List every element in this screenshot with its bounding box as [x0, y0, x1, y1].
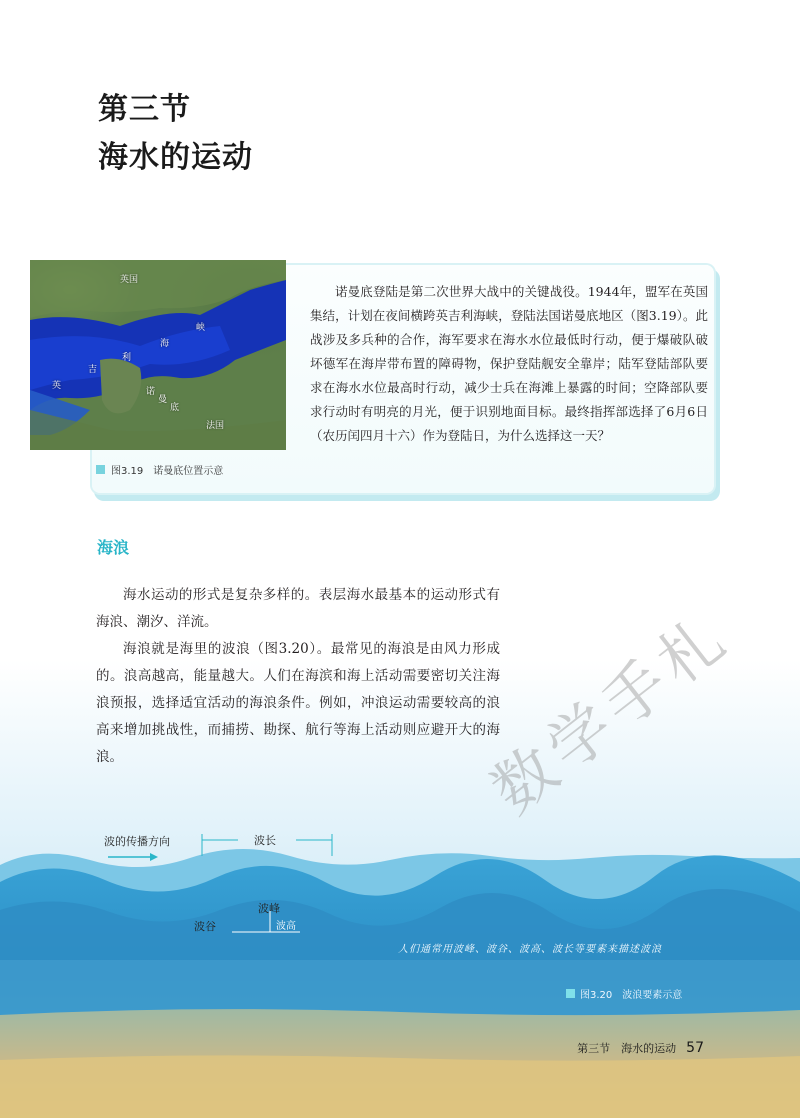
page-number: 57: [686, 1040, 704, 1056]
section-title: 海水的运动: [98, 140, 253, 175]
body-paragraph: 海浪就是海里的波浪（图3.20）。最常见的海浪是由风力形成的。浪高越高，能量越大。人们在海滨和海上活动需要密切关注海浪预报，选择适宜活动的海浪条件。例如，冲浪运动需要较高的浪高来增加挑战性，而捕捞、勘探、航行等海上活动则应避开大的海浪。: [96, 641, 500, 765]
wavelength-label: 波长: [254, 834, 276, 847]
footer-section: 第三节 海水的运动: [577, 1042, 677, 1055]
page-footer: [577, 1040, 704, 1056]
caption-marker-icon: [566, 989, 575, 998]
watermark: 数学手札: [478, 597, 744, 828]
map-label-normandy-2: 曼: [158, 395, 168, 405]
figure-caption-3-19: [96, 462, 223, 477]
map-label-channel-4: 海: [160, 339, 170, 349]
body-paragraph: 海水运动的形式是复杂多样的。表层海水最基本的运动形式有海浪、潮汐、洋流。: [96, 587, 500, 630]
section-number: 第三节: [98, 92, 191, 127]
normandy-map: [30, 260, 286, 450]
figure-caption-text: 图3.20 波浪要素示意: [580, 990, 683, 1001]
intro-paragraph: 诺曼底登陆是第二次世界大战中的关键战役。1944年，盟军在英国集结，计划在夜间横跨英吉利海峡，登陆法国诺曼底地区（图3.19）。此战涉及多兵种的合作，海军要求在海水水位最低时行动，便于爆破队破坏德军在海岸带布置的障碍物，保护登陆舰安全靠岸；陆军登陆部队要求在海水水位最高时行动，减少士兵在海滩上暴露的时间；空降部队要求行动时有明亮的月光，便于识别地面目标。最终指挥部选择了6月6日（农历闰四月十六）作为登陆日，为什么选择这一天？: [310, 284, 708, 443]
caption-marker-icon: [96, 465, 105, 474]
map-label-england: 英国: [120, 275, 139, 285]
figure-caption-text: 图3.19 诺曼底位置示意: [111, 466, 224, 477]
map-label-france: 法国: [206, 421, 225, 431]
map-label-normandy-1: 诺: [146, 387, 156, 397]
map-label-channel-1: 英: [52, 381, 62, 391]
subsection-title: 海浪: [97, 538, 130, 557]
map-label-channel-5: 峡: [196, 323, 206, 333]
map-label-normandy-3: 底: [170, 403, 180, 413]
section-heading: [98, 86, 253, 182]
body-text: [96, 582, 500, 771]
direction-arrow: [108, 853, 158, 861]
figure-note: 人们通常用波峰、波谷、波高、波长等要素来描述波浪: [398, 944, 662, 955]
direction-label: 波的传播方向: [104, 835, 170, 848]
height-label: 波高: [276, 921, 296, 932]
figure-caption-3-20: [566, 986, 682, 1001]
map-label-channel-2: 吉: [88, 365, 98, 375]
crest-label: 波峰: [258, 902, 280, 915]
map-label-channel-3: 利: [122, 353, 132, 363]
trough-label: 波谷: [194, 920, 216, 933]
